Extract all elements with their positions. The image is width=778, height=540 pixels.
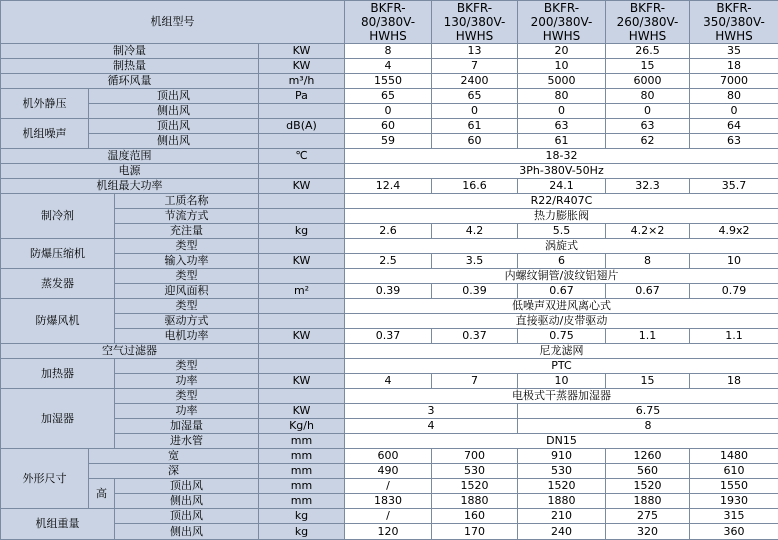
row-label: 侧出风 [89,134,259,149]
value-cell: 63 [690,134,778,149]
value-cell: R22/R407C [345,194,778,209]
value-cell: 1830 [345,494,432,509]
row-label: 制冷量 [1,44,259,59]
value-cell: 0.67 [606,284,690,299]
value-cell: 6.75 [518,404,778,419]
table-row [1,149,778,164]
value-cell: 20 [518,44,606,59]
value-cell: 120 [345,524,432,540]
row-label: 顶出风 [89,89,259,104]
value-cell: 170 [432,524,518,540]
group-label: 制冷剂 [1,194,115,239]
row-label: 类型 [115,239,259,254]
header-title: 机组型号 [1,1,345,44]
value-cell: 4.2×2 [606,224,690,239]
value-cell: 10 [518,374,606,389]
unit-cell: kg [259,524,345,540]
row-label: 顶出风 [115,509,259,524]
value-cell: 2.6 [345,224,432,239]
row-label: 加湿量 [115,419,259,434]
row-label: 功率 [115,374,259,389]
value-cell: 0.39 [345,284,432,299]
value-cell: 530 [432,464,518,479]
unit-cell [259,209,345,224]
value-cell: 16.6 [432,179,518,194]
value-cell: 1880 [606,494,690,509]
table-row [1,164,778,179]
row-label: 类型 [115,299,259,314]
value-cell: 8 [606,254,690,269]
value-cell: 1930 [690,494,778,509]
unit-cell [259,299,345,314]
unit-cell: KW [259,374,345,389]
value-cell: 4 [345,59,432,74]
table-row [1,134,778,149]
table-row [1,254,778,269]
value-cell: 热力膨胀阀 [345,209,778,224]
value-cell: 240 [518,524,606,540]
value-cell: 10 [690,254,778,269]
value-cell: 7000 [690,74,778,89]
value-cell: 490 [345,464,432,479]
row-label: 节流方式 [115,209,259,224]
value-cell: 10 [518,59,606,74]
value-cell: 6000 [606,74,690,89]
table-row [1,314,778,329]
value-cell: 160 [432,509,518,524]
row-label: 输入功率 [115,254,259,269]
value-cell: 315 [690,509,778,524]
table-row [1,269,778,284]
value-cell: 8 [518,419,778,434]
value-cell: 低噪声双进风离心式 [345,299,778,314]
table-row [1,119,778,134]
unit-cell: mm [259,449,345,464]
table-row [1,89,778,104]
table-row [1,404,778,419]
value-cell: 560 [606,464,690,479]
unit-cell [259,239,345,254]
value-cell: 65 [345,89,432,104]
table-row [1,299,778,314]
value-cell: 8 [345,44,432,59]
value-cell: 涡旋式 [345,239,778,254]
group-label: 加热器 [1,359,115,389]
unit-cell: KW [259,329,345,344]
group-label: 加湿器 [1,389,115,449]
value-cell: 63 [518,119,606,134]
unit-cell: KW [259,179,345,194]
row-label: 充注量 [115,224,259,239]
value-cell: 1880 [432,494,518,509]
value-cell: PTC [345,359,778,374]
row-label: 迎风面积 [115,284,259,299]
unit-cell [259,164,345,179]
table-row [1,224,778,239]
value-cell: 700 [432,449,518,464]
value-cell: 5.5 [518,224,606,239]
unit-cell [259,134,345,149]
value-cell: 1520 [432,479,518,494]
unit-cell: mm [259,464,345,479]
unit-cell: Kg/h [259,419,345,434]
value-cell: 530 [518,464,606,479]
unit-cell: ℃ [259,149,345,164]
value-cell: 0.37 [345,329,432,344]
row-label: 顶出风 [89,119,259,134]
value-cell: 610 [690,464,778,479]
value-cell: 1480 [690,449,778,464]
value-cell: 1880 [518,494,606,509]
table-row [1,419,778,434]
value-cell: 6 [518,254,606,269]
value-cell: 4 [345,419,518,434]
model-header: BKFR-80/380V-HWHS [345,1,432,44]
value-cell: 0 [518,104,606,119]
value-cell: 0 [345,104,432,119]
row-label: 类型 [115,269,259,284]
row-label: 制热量 [1,59,259,74]
value-cell: 18 [690,59,778,74]
value-cell: 80 [518,89,606,104]
row-label: 侧出风 [115,494,259,509]
value-cell: 0.67 [518,284,606,299]
value-cell: DN15 [345,434,778,449]
unit-cell [259,104,345,119]
table-row [1,449,778,464]
value-cell: 7 [432,59,518,74]
table-row [1,359,778,374]
value-cell: 直接驱动/皮带驱动 [345,314,778,329]
value-cell: 80 [690,89,778,104]
value-cell: 65 [432,89,518,104]
value-cell: 13 [432,44,518,59]
row-label: 机组最大功率 [1,179,259,194]
table-row [1,104,778,119]
table-row [1,284,778,299]
value-cell: 24.1 [518,179,606,194]
value-cell: 5000 [518,74,606,89]
value-cell: 2400 [432,74,518,89]
value-cell: 26.5 [606,44,690,59]
value-cell: 62 [606,134,690,149]
row-label: 电源 [1,164,259,179]
value-cell: 32.3 [606,179,690,194]
value-cell: 3Ph-380V-50Hz [345,164,778,179]
row-label: 侧出风 [115,524,259,540]
unit-cell: KW [259,44,345,59]
value-cell: 0 [690,104,778,119]
value-cell: / [345,479,432,494]
group-label: 机组重量 [1,509,115,540]
row-label: 侧出风 [89,104,259,119]
unit-cell [259,314,345,329]
table-row [1,194,778,209]
value-cell: 18 [690,374,778,389]
value-cell: 4.2 [432,224,518,239]
group-label: 机组噪声 [1,119,89,149]
value-cell: 15 [606,374,690,389]
value-cell: 1.1 [690,329,778,344]
row-label: 电机功率 [115,329,259,344]
table-row [1,344,778,359]
value-cell: 0.79 [690,284,778,299]
table-row [1,374,778,389]
unit-cell: dB(A) [259,119,345,134]
row-label: 进水管 [115,434,259,449]
group-label: 外形尺寸 [1,449,89,509]
value-cell: 910 [518,449,606,464]
row-label: 功率 [115,404,259,419]
model-header: BKFR-350/380V-HWHS [690,1,778,44]
value-cell: 60 [345,119,432,134]
value-cell: 35 [690,44,778,59]
unit-cell [259,389,345,404]
value-cell: 61 [518,134,606,149]
value-cell: 1550 [345,74,432,89]
value-cell: 1550 [690,479,778,494]
unit-cell: m² [259,284,345,299]
table-row [1,434,778,449]
unit-cell: kg [259,509,345,524]
table-row [1,329,778,344]
table-row [1,464,778,479]
value-cell: 15 [606,59,690,74]
row-label: 工质名称 [115,194,259,209]
group-label: 防爆压缩机 [1,239,115,269]
unit-cell: mm [259,494,345,509]
unit-cell: m³/h [259,74,345,89]
value-cell: 64 [690,119,778,134]
value-cell: 0.37 [432,329,518,344]
row-label: 宽 [89,449,259,464]
value-cell: 0 [606,104,690,119]
table-row [1,179,778,194]
value-cell: 18-32 [345,149,778,164]
row-label: 类型 [115,389,259,404]
value-cell: 3.5 [432,254,518,269]
value-cell: 320 [606,524,690,540]
table-row [1,479,778,494]
value-cell: 1.1 [606,329,690,344]
unit-cell: Pa [259,89,345,104]
value-cell: 80 [606,89,690,104]
row-label: 类型 [115,359,259,374]
value-cell: 35.7 [690,179,778,194]
value-cell: 275 [606,509,690,524]
value-cell: 7 [432,374,518,389]
table-row [1,239,778,254]
row-label: 顶出风 [115,479,259,494]
unit-cell: KW [259,59,345,74]
table-row [1,209,778,224]
group-label: 高 [89,479,115,509]
value-cell: 内螺纹铜管/波纹铝翅片 [345,269,778,284]
model-header: BKFR-260/380V-HWHS [606,1,690,44]
value-cell: 59 [345,134,432,149]
value-cell: 尼龙滤网 [345,344,778,359]
unit-cell [259,344,345,359]
value-cell: 4 [345,374,432,389]
value-cell: 600 [345,449,432,464]
value-cell: 63 [606,119,690,134]
group-label: 机外静压 [1,89,89,119]
table-row [1,524,778,540]
unit-cell [259,194,345,209]
unit-cell: mm [259,479,345,494]
value-cell: 3 [345,404,518,419]
value-cell: 0.39 [432,284,518,299]
value-cell: 2.5 [345,254,432,269]
group-label: 防爆风机 [1,299,115,344]
row-label: 深 [89,464,259,479]
unit-cell: kg [259,224,345,239]
row-label: 驱动方式 [115,314,259,329]
value-cell: 1260 [606,449,690,464]
value-cell: / [345,509,432,524]
table-row [1,509,778,524]
unit-cell: KW [259,254,345,269]
value-cell: 60 [432,134,518,149]
unit-cell [259,269,345,284]
row-label: 温度范围 [1,149,259,164]
value-cell: 210 [518,509,606,524]
group-label: 蒸发器 [1,269,115,299]
table-row [1,44,778,59]
value-cell: 1520 [606,479,690,494]
unit-cell: KW [259,404,345,419]
value-cell: 61 [432,119,518,134]
value-cell: 1520 [518,479,606,494]
row-label: 空气过滤器 [1,344,259,359]
table-row [1,74,778,89]
value-cell: 电极式干蒸器加湿器 [345,389,778,404]
unit-cell [259,359,345,374]
row-label: 循环风量 [1,74,259,89]
value-cell: 0.75 [518,329,606,344]
value-cell: 12.4 [345,179,432,194]
model-header: BKFR-130/380V-HWHS [432,1,518,44]
unit-cell: mm [259,434,345,449]
table-row [1,59,778,74]
model-header: BKFR-200/380V-HWHS [518,1,606,44]
table-row [1,494,778,509]
value-cell: 360 [690,524,778,540]
value-cell: 4.9x2 [690,224,778,239]
table-row [1,389,778,404]
value-cell: 0 [432,104,518,119]
